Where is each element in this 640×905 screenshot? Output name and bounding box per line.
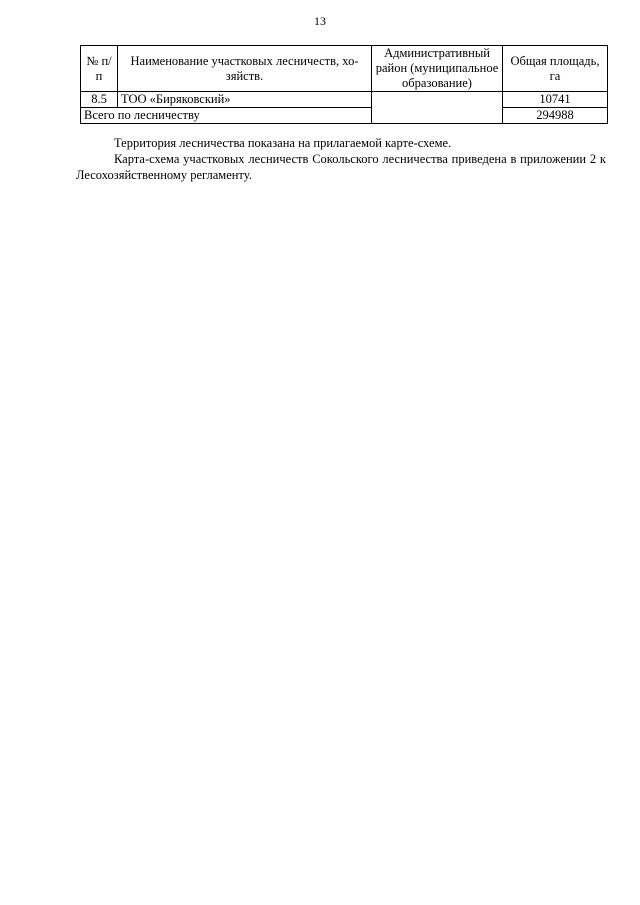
total-area: 294988 xyxy=(503,108,608,124)
header-num: № п/п xyxy=(81,46,118,92)
paragraph-map: Карта-схема участковых лесничеств Сокольского лесничества приведена в приложении 2 к Лесохозяйственному регламенту. xyxy=(76,152,606,182)
row-district xyxy=(372,92,503,124)
header-area: Общая площадь, га xyxy=(503,46,608,92)
header-district: Административный район (муниципальное образование) xyxy=(372,46,503,92)
table-row xyxy=(81,92,608,108)
row-area: 10741 xyxy=(503,92,608,108)
paragraph-territory: Территория лесничества показана на прилагаемой карте-схеме. xyxy=(114,136,452,150)
forestry-area-table xyxy=(80,45,608,124)
body-text xyxy=(76,135,606,183)
table-header-row xyxy=(81,46,608,92)
row-num: 8.5 xyxy=(81,92,118,108)
header-name: Наименование участковых лесничеств, хо-зяйств. xyxy=(118,46,372,92)
page-number: 13 xyxy=(314,14,326,28)
total-label: Всего по лесничеству xyxy=(81,108,372,124)
table-total-row xyxy=(81,108,608,124)
row-name: ТОО «Биряковский» xyxy=(118,92,372,108)
